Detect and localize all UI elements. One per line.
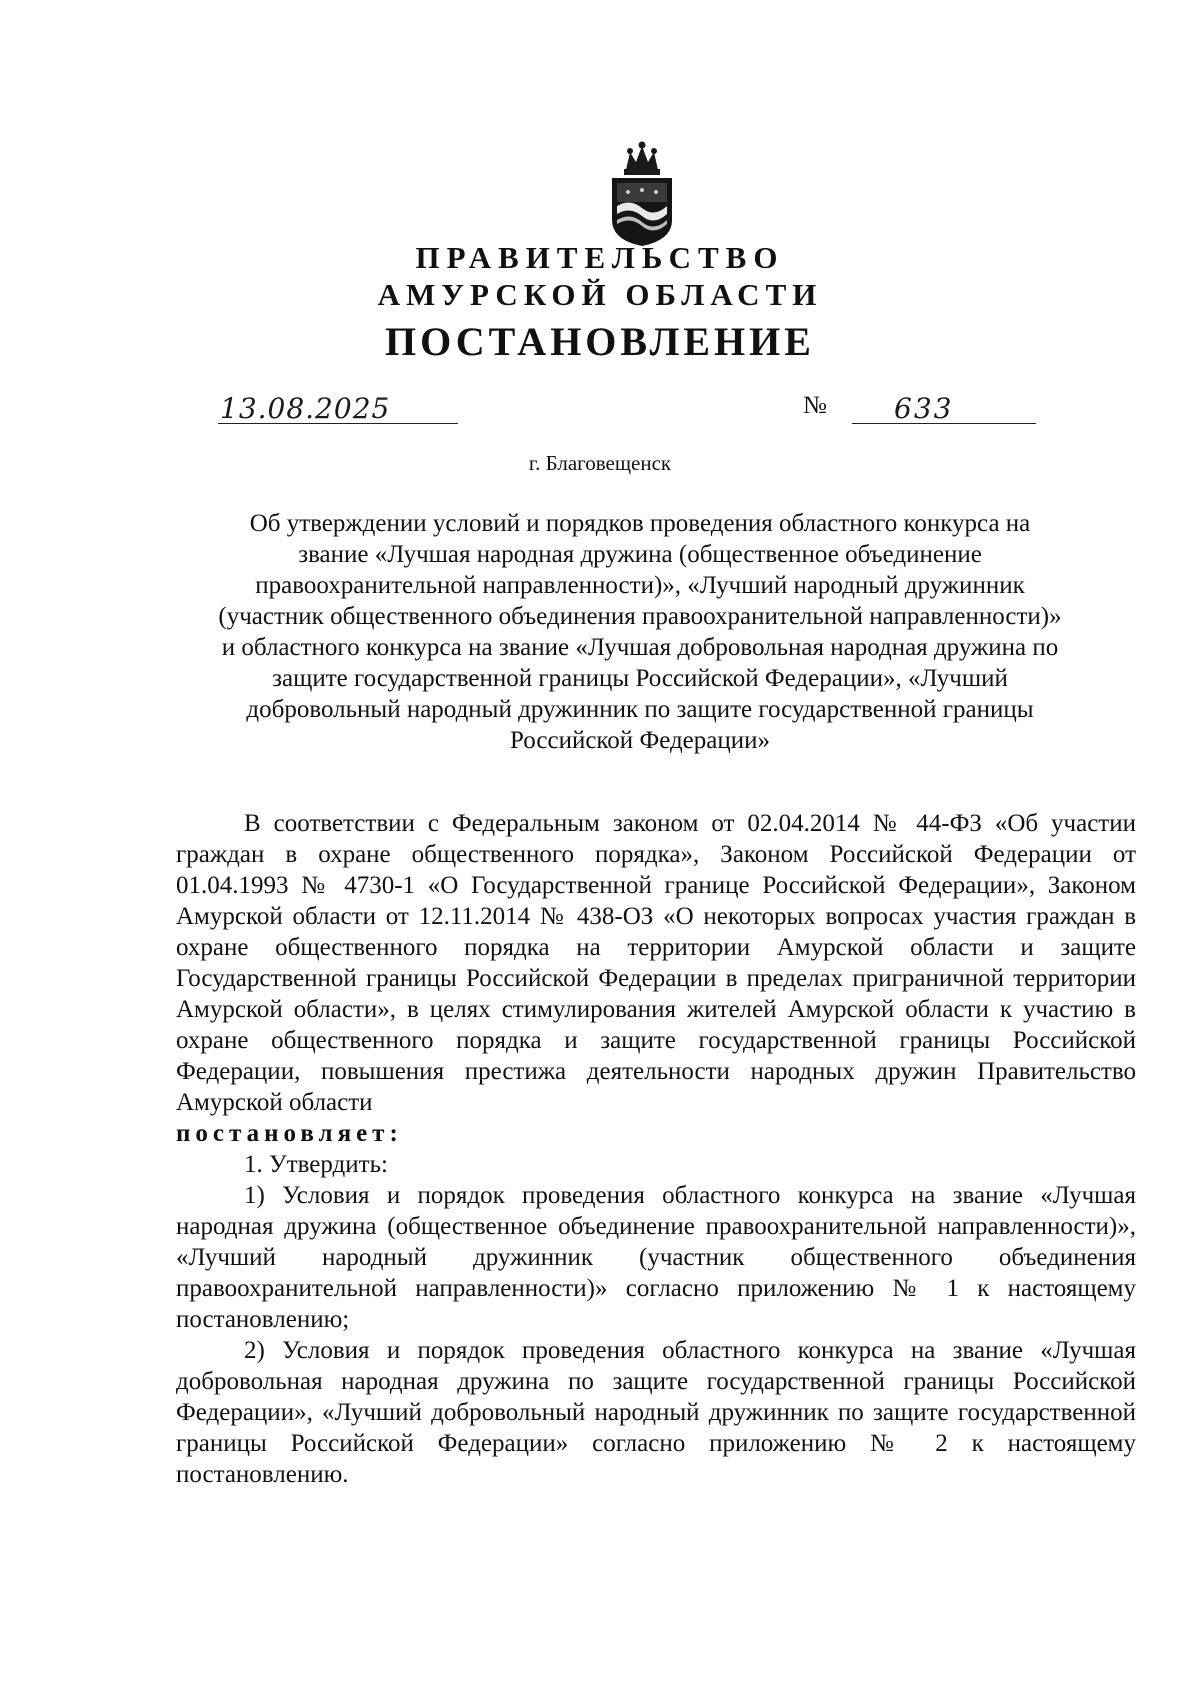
subject-line: звание «Лучшая народная дружина (общественное объединение xyxy=(298,541,982,568)
subject-line: добровольный народный дружинник по защите государственной границы xyxy=(246,696,1034,723)
document-number: 633 xyxy=(894,392,954,425)
government-name-line1: ПРАВИТЕЛЬСТВО xyxy=(415,240,785,275)
subject-line: (участник общественного объединения правоохранительной направленности)» xyxy=(218,603,1062,630)
subject-line: и областного конкурса на звание «Лучшая добровольная народная дружина по xyxy=(221,634,1059,661)
government-name-line2: АМУРСКОЙ ОБЛАСТИ xyxy=(377,277,823,312)
document-subject xyxy=(180,508,1100,756)
subject-line: Российской Федерации» xyxy=(509,727,771,754)
date-field xyxy=(218,387,458,424)
amur-region-emblem-icon xyxy=(606,140,678,248)
document-date: 13.08.2025 xyxy=(220,392,391,425)
subject-line: правоохранительной направленности)», «Лучший народный дружинник xyxy=(255,572,1025,599)
subject-line: Об утверждении условий и порядков проведения областного конкурса на xyxy=(249,510,1031,537)
document-type-title: ПОСТАНОВЛЕНИЕ xyxy=(385,319,815,364)
number-field xyxy=(852,387,1036,424)
document-body xyxy=(176,808,1136,1490)
number-label: № xyxy=(803,392,827,419)
subject-line: защите государственной границы Российской Федерации», «Лучший xyxy=(272,665,1008,692)
preamble-paragraph: В соответствии с Федеральным законом от 02.04.2014 № 44-ФЗ «Об участии граждан в охране общественного порядка», Законом Российской Федерации от 01.04.1993 № 4730-1 «О Государственной границе Российской Федерации», Законом Амурской области от 12.11.2014 № 438-ОЗ «О некоторых вопросах участия граждан в охране общественного порядка на территории Амурской области и защите Государственной границы Российской Федерации в пределах приграничной территории Амурской области», в целях стимулирования жителей Амурской области к участию в охране общественного порядка и защите государственной границы Российской Федерации, повышения престижа деятельности народных дружин Правительство Амурской области xyxy=(176,810,1136,1116)
item-1-subitem-1: 1) Условия и порядок проведения областного конкурса на звание «Лучшая народная дружина (общественное объединение правоохранительной направленности)», «Лучший народный дружинник (участник общественного объединения правоохранительной направленности)» согласно приложению № 1 к настоящему постановлению; xyxy=(176,1182,1136,1333)
item-1-heading: 1. Утвердить: xyxy=(244,1151,388,1178)
item-1-subitem-2: 2) Условия и порядок проведения областного конкурса на звание «Лучшая добровольная народная дружина по защите государственной границы Российской Федерации», «Лучший добровольный народный дружинник по защите государственной границы Российской Федерации» согласно приложению № 2 к настоящему постановлению. xyxy=(176,1337,1136,1488)
city-line: г. Благовещенск xyxy=(528,451,672,475)
decree-word: постановляет: xyxy=(176,1120,403,1147)
